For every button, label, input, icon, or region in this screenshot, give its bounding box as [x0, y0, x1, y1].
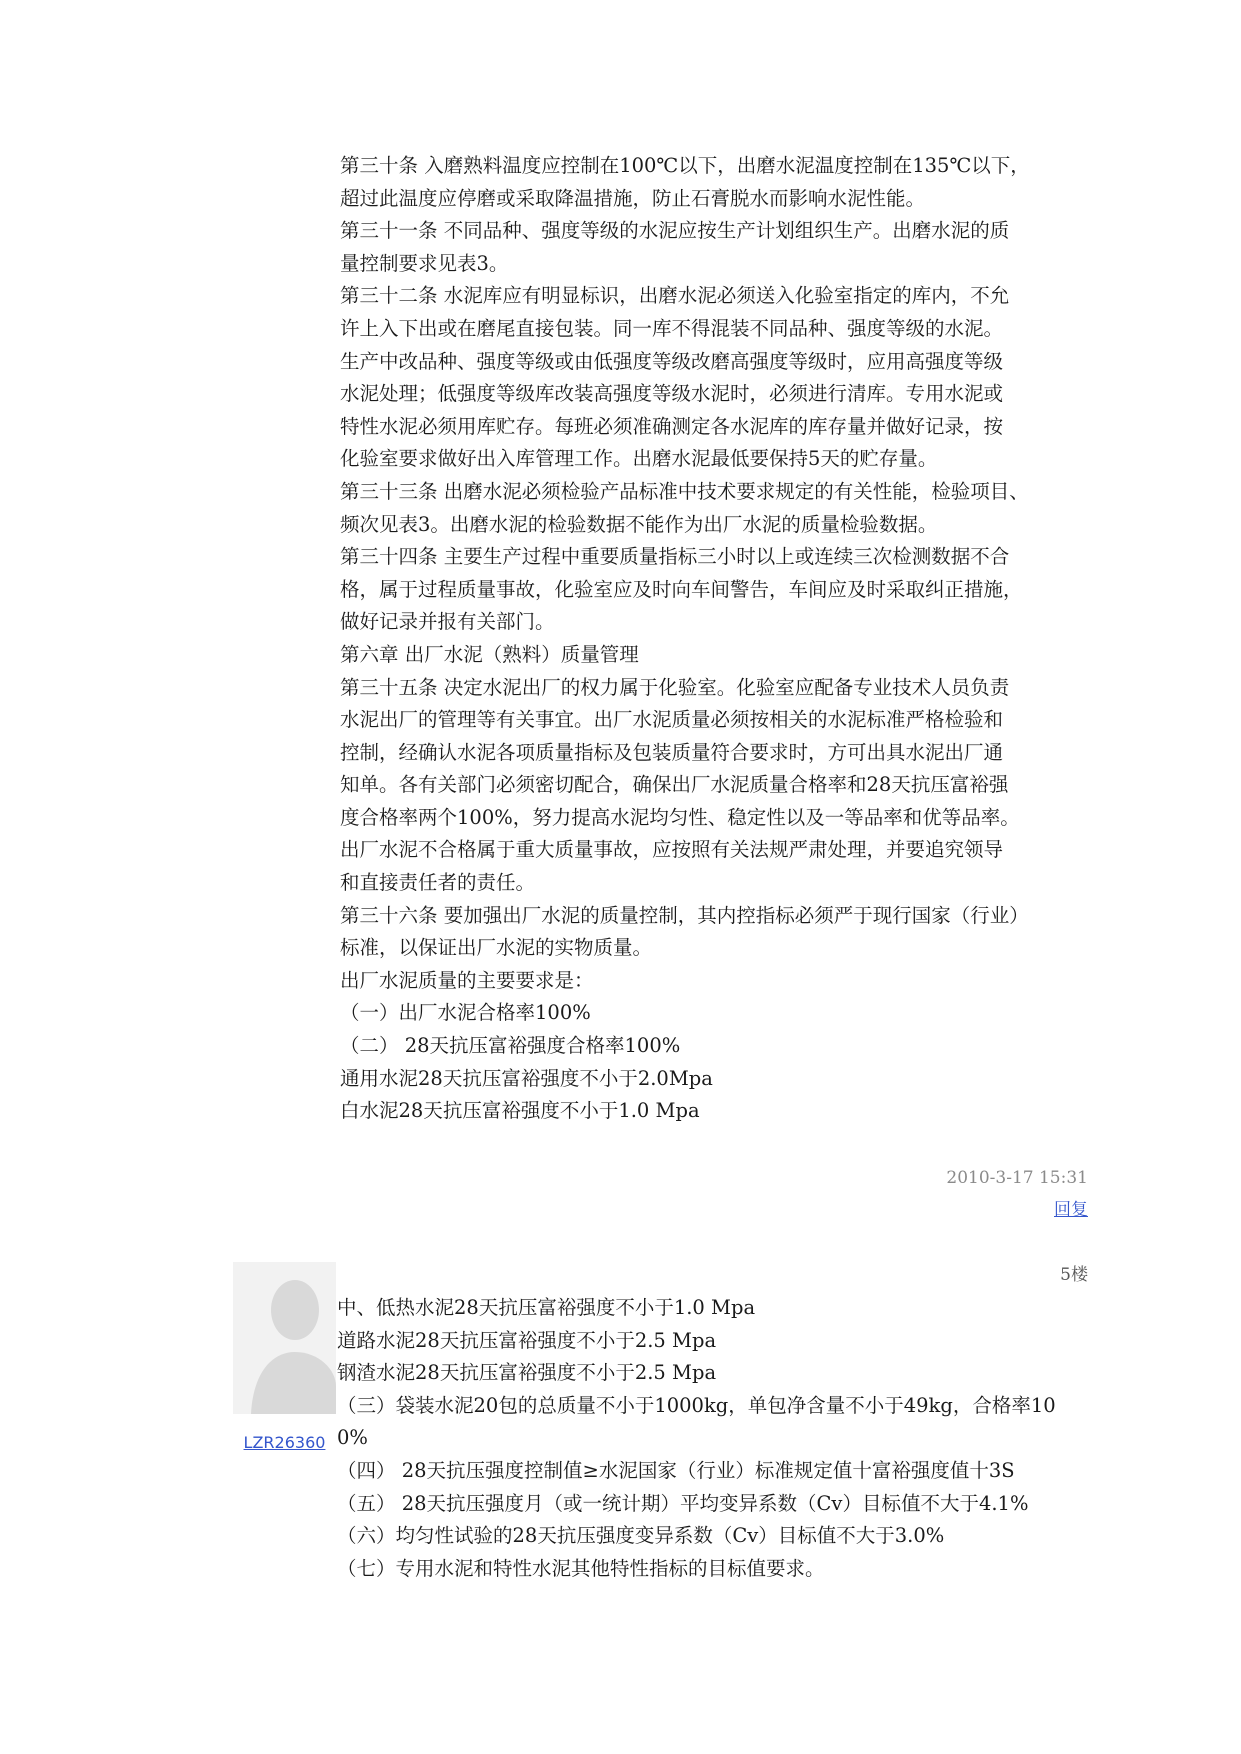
post-line: 第三十四条 主要生产过程中重要质量指标三小时以上或连续三次检测数据不合 — [340, 545, 1010, 569]
post-line: 第三十二条 水泥库应有明显标识，出磨水泥必须送入化验室指定的库内，不允 — [340, 284, 1010, 308]
reply-line: 0% — [337, 1426, 368, 1450]
post-line: 超过此温度应停磨或采取降温措施，防止石膏脱水而影响水泥性能。 — [340, 186, 926, 210]
post-line: （一）出厂水泥合格率100% — [340, 1001, 591, 1025]
reply-content — [337, 1292, 1090, 1585]
post-timestamp: 2010-3-17 15:31 — [946, 1168, 1088, 1188]
post-line: 控制，经确认水泥各项质量指标及包装质量符合要求时，方可出具水泥出厂通 — [340, 740, 1004, 764]
post-line: 第三十六条 要加强出厂水泥的质量控制，其内控指标必须严于现行国家（行业） — [340, 903, 1029, 927]
post-line: 出厂水泥不合格属于重大质量事故，应按照有关法规严肃处理，并要追究领导 — [340, 838, 1004, 862]
post-line: 度合格率两个100%，努力提高水泥均匀性、稳定性以及一等品率和优等品率。 — [340, 805, 1020, 829]
post-line: 白水泥28天抗压富裕强度不小于1.0 Mpa — [340, 1099, 700, 1123]
reply-line: （六）均匀性试验的28天抗压强度变异系数（Cv）目标值不大于3.0% — [337, 1524, 945, 1548]
reply-line: （五） 28天抗压强度月（或一统计期）平均变异系数（Cv）目标值不大于4.1% — [337, 1491, 1029, 1515]
post-line: （二） 28天抗压富裕强度合格率100% — [340, 1034, 681, 1058]
post-line: 做好记录并报有关部门。 — [340, 610, 555, 634]
post-content — [340, 150, 1090, 1128]
post-line: 许上入下出或在磨尾直接包装。同一库不得混装不同品种、强度等级的水泥。 — [340, 316, 1004, 340]
username-link[interactable]: LZR26360 — [243, 1433, 326, 1452]
chapter-heading: 第六章 出厂水泥（熟料）质量管理 — [340, 642, 639, 666]
post-line: 和直接责任者的责任。 — [340, 871, 536, 895]
post-line: 水泥处理；低强度等级库改装高强度等级水泥时，必须进行清库。专用水泥或 — [340, 382, 1004, 406]
post-line: 频次见表3。出磨水泥的检验数据不能作为出厂水泥的质量检验数据。 — [340, 512, 938, 536]
post-line: 出厂水泥质量的主要要求是： — [340, 968, 594, 992]
reply-line: 道路水泥28天抗压富裕强度不小于2.5 Mpa — [337, 1328, 717, 1352]
reply-line: 中、低热水泥28天抗压富裕强度不小于1.0 Mpa — [337, 1296, 756, 1319]
post-line: 通用水泥28天抗压富裕强度不小于2.0Mpa — [340, 1066, 713, 1090]
user-avatar[interactable] — [233, 1262, 336, 1414]
post-line: 标准，以保证出厂水泥的实物质量。 — [340, 936, 653, 960]
default-user-silhouette-icon — [233, 1262, 336, 1414]
reply-line: （四） 28天抗压强度控制值≥水泥国家（行业）标准规定值十富裕强度值十3S — [337, 1458, 1015, 1482]
post-line: 第三十条 入磨熟料温度应控制在100℃以下，出磨水泥温度控制在135℃以下， — [340, 154, 1030, 177]
reply-link[interactable]: 回复 — [1054, 1200, 1088, 1220]
post-line: 水泥出厂的管理等有关事宜。出厂水泥质量必须按相关的水泥标准严格检验和 — [340, 708, 1004, 732]
post-meta — [946, 1162, 1088, 1226]
post-line: 第三十一条 不同品种、强度等级的水泥应按生产计划组织生产。出磨水泥的质 — [340, 219, 1010, 243]
post-line: 量控制要求见表3。 — [340, 251, 509, 275]
floor-number: 5楼 — [1060, 1265, 1088, 1285]
post-line: 特性水泥必须用库贮存。每班必须准确测定各水泥库的库存量并做好记录，按 — [340, 414, 1004, 438]
reply-line: （七）专用水泥和特性水泥其他特性指标的目标值要求。 — [337, 1556, 825, 1580]
post-line: 知单。各有关部门必须密切配合，确保出厂水泥质量合格率和28天抗压富裕强 — [340, 773, 1009, 797]
reply-line: 钢渣水泥28天抗压富裕强度不小于2.5 Mpa — [337, 1361, 717, 1385]
post-line: 第三十五条 决定水泥出厂的权力属于化验室。化验室应配备专业技术人员负责 — [340, 675, 1010, 699]
reply-line: （三）袋装水泥20包的总质量不小于1000kg，单包净含量不小于49kg，合格率10 — [337, 1393, 1056, 1417]
post-line: 化验室要求做好出入库管理工作。出磨水泥最低要保持5天的贮存量。 — [340, 447, 938, 471]
post-line: 第三十三条 出磨水泥必须检验产品标准中技术要求规定的有关性能，检验项目、 — [340, 479, 1029, 503]
post-line: 生产中改品种、强度等级或由低强度等级改磨高强度等级时，应用高强度等级 — [340, 349, 1004, 373]
post-line: 格，属于过程质量事故，化验室应及时向车间警告，车间应及时采取纠正措施， — [340, 577, 1023, 601]
